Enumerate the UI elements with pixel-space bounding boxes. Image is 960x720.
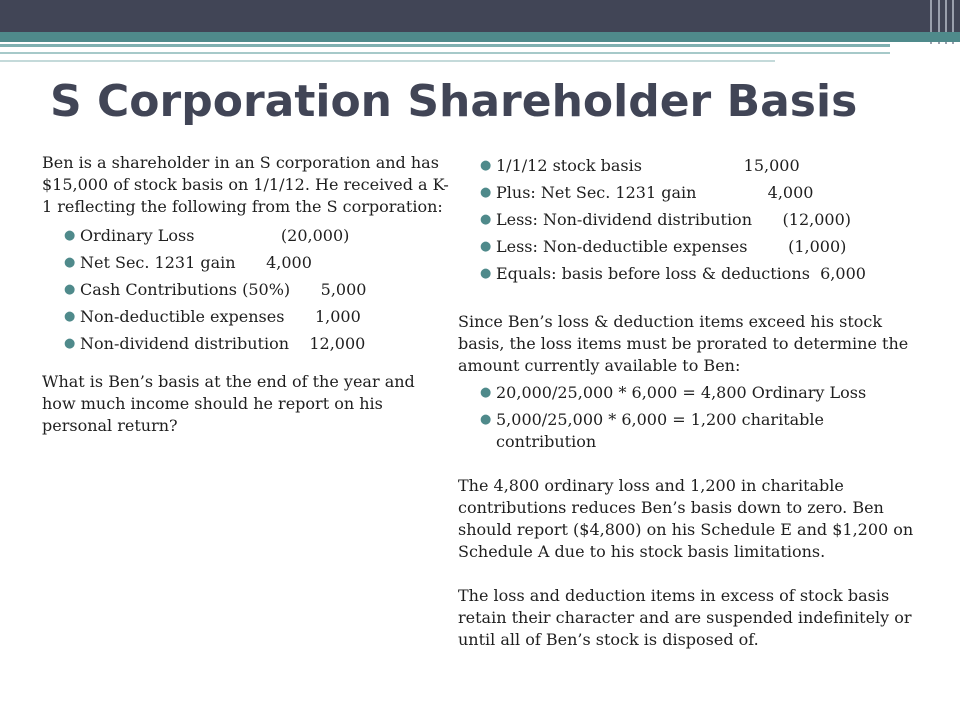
list-item: ● Ordinary Loss (20,000) <box>64 226 350 245</box>
bullet-dot-icon: ● <box>64 228 76 243</box>
list-item: ● 20,000/25,000 * 6,000 = 4,800 Ordinary Loss <box>480 383 867 402</box>
bullet-dot-icon: ● <box>480 385 492 400</box>
list-item: ● Non-deductible expenses 1,000 <box>64 307 361 326</box>
bullet-dot-icon: ● <box>64 309 76 324</box>
list-item: ● 1/1/12 stock basis 15,000 <box>480 156 800 175</box>
slide-title: S Corporation Shareholder Basis <box>50 76 858 127</box>
bullet-dot-icon: ● <box>64 255 76 270</box>
k1-items-list <box>42 225 450 355</box>
list-item: ● Plus: Net Sec. 1231 gain 4,000 <box>480 183 814 202</box>
list-item: ● Equals: basis before loss & deductions 6,000 <box>480 264 866 283</box>
divider-line <box>0 60 775 62</box>
list-item: ● Cash Contributions (50%) 5,000 <box>64 280 367 299</box>
left-column <box>42 152 450 437</box>
bullet-dot-icon: ● <box>480 266 492 281</box>
bullet-dot-icon: ● <box>480 412 492 427</box>
bullet-dot-icon: ● <box>480 158 492 173</box>
divider-line <box>0 52 890 54</box>
bullet-dot-icon: ● <box>64 336 76 351</box>
bullet-dot-icon: ● <box>480 185 492 200</box>
question-text: What is Ben’s basis at the end of the year and how much income should he report on his personal return? <box>42 372 415 435</box>
divider-line <box>0 44 890 47</box>
right-column <box>458 152 928 651</box>
bullet-dot-icon: ● <box>480 212 492 227</box>
list-item: ● Less: Non-deductible expenses (1,000) <box>480 237 847 256</box>
bullet-dot-icon: ● <box>64 282 76 297</box>
proration-list <box>458 382 928 453</box>
accent-bar <box>0 32 960 42</box>
intro-text: Ben is a shareholder in an S corporation and has $15,000 of stock basis on 1/1/12. He received a K-1 reflecting the following from the S corporation: <box>42 153 449 216</box>
list-item: ● 5,000/25,000 * 6,000 = 1,200 charitable contribution <box>480 410 824 451</box>
list-item: ● Net Sec. 1231 gain 4,000 <box>64 253 312 272</box>
list-item: ● Less: Non-dividend distribution (12,000) <box>480 210 851 229</box>
conclusion-text: The 4,800 ordinary loss and 1,200 in charitable contributions reduces Ben’s basis down to zero. Ben should report ($4,800) on his Schedule E and $1,200 on Schedule A due to his stock basis limitations. <box>458 476 914 561</box>
suspension-note: The loss and deduction items in excess of stock basis retain their character and are suspended indefinitely or until all of Ben’s stock is disposed of. <box>458 586 912 649</box>
basis-calc-list <box>458 155 928 285</box>
list-item: ● Non-dividend distribution 12,000 <box>64 334 366 353</box>
bullet-dot-icon: ● <box>480 239 492 254</box>
header-bar <box>0 0 960 32</box>
proration-explanation: Since Ben’s loss & deduction items exceed his stock basis, the loss items must be prorated to determine the amount currently available to Ben: <box>458 312 909 375</box>
